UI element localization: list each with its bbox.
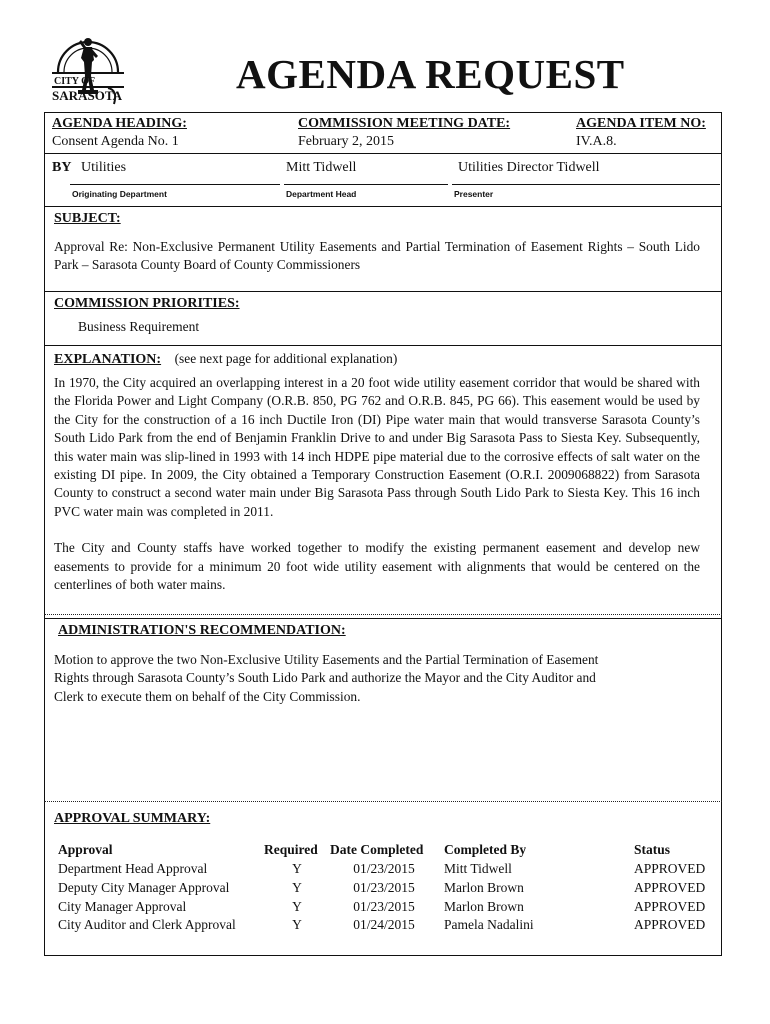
subject-label: SUBJECT: <box>54 211 121 226</box>
explanation-paragraph-2: The City and County staffs have worked together to modify the existing permanent easement and develop new easements to provide for a minimum 20 foot wide utility easement with alignments that would be centered on the centerlines of both water mains. <box>54 540 700 593</box>
approval-date: 01/23/2015 <box>353 861 415 877</box>
page-title: AGENDA REQUEST <box>236 51 625 97</box>
recommendation-text: Motion to approve the two Non-Exclusive Utility Easements and the Partial Termination of Easement Rights through Sarasota County’s South Lido Park and authorize the Mayor and the City Auditor and Clerk to execute them on behalf of the City Commission. <box>54 652 599 704</box>
approval-header-row <box>58 840 714 860</box>
approval-required: Y <box>292 917 302 933</box>
divider <box>44 618 722 619</box>
david-statue-seal-icon <box>48 28 128 106</box>
approval-completed-by: Marlon Brown <box>444 880 524 896</box>
column-header-completed-by: Completed By <box>444 842 527 857</box>
department-signature-line <box>70 184 280 185</box>
approval-table <box>58 840 714 935</box>
approval-name: Department Head Approval <box>58 861 208 877</box>
divider <box>44 801 722 802</box>
explanation-body <box>54 374 700 594</box>
approval-required: Y <box>292 861 302 877</box>
explanation-label: EXPLANATION: <box>54 352 162 367</box>
logo-line1: CITY OF <box>54 76 96 87</box>
approval-completed-by: Pamela Nadalini <box>444 917 534 933</box>
caption-department-head: Department Head <box>286 189 357 199</box>
department-head-value: Mitt Tidwell <box>286 160 357 175</box>
meeting-date-value: February 2, 2015 <box>298 134 395 149</box>
divider <box>44 614 722 615</box>
explanation-header <box>54 351 397 368</box>
presenter-signature-line <box>452 184 720 185</box>
originating-department-value: Utilities <box>80 160 127 175</box>
approval-summary-label: APPROVAL SUMMARY: <box>54 811 211 826</box>
table-row <box>58 879 714 898</box>
city-of-sarasota-logo <box>48 28 128 106</box>
approval-completed-by: Marlon Brown <box>444 898 524 914</box>
caption-presenter: Presenter <box>454 189 494 199</box>
by-label: BY <box>52 160 72 175</box>
table-row <box>58 897 714 916</box>
logo-line2: SARASOTA <box>52 89 122 103</box>
column-header-date-completed: Date Completed <box>330 842 424 857</box>
approval-required: Y <box>292 898 302 914</box>
explanation-note: (see next page for additional explanation) <box>174 351 398 366</box>
approval-date: 01/23/2015 <box>353 880 415 896</box>
approval-date: 01/23/2015 <box>353 898 415 914</box>
table-row <box>58 860 714 879</box>
agenda-heading-value: Consent Agenda No. 1 <box>52 134 179 149</box>
approval-completed-by: Mitt Tidwell <box>444 861 512 877</box>
explanation-paragraph-1: In 1970, the City acquired an overlapping interest in a 20 foot wide utility easement corridor that would be shared with the Florida Power and Light Company (O.R.B. 850, PG 762 and O.R.B. 845, PG 66). This easement would be used by the City for the construction of a 16 inch Ductile Iron (DI) Pipe water main that would transverse Sarasota County’s South Lido Park from the end of Benjamin Franklin Drive to and under Big Sarasota Pass to Siesta Key. Subsequently, this water main was slip-lined in 1993 with 14 inch HDPE pipe material due to the corrosive effects of salt water on the existing DI pipe. In 2009, the City obtained a Temporary Construction Easement (O.R.I. 2009068822) from Sarasota County to construct a second water main under Big Sarasota Pass through South Lido Park to Siesta Key. This 16 inch PVC water main was completed in 2011. <box>54 375 700 519</box>
subject-text: Approval Re: Non-Exclusive Permanent Utility Easements and Partial Termination of Easement Rights – South Lido Park – Sarasota County Board of County Commissioners <box>54 239 700 273</box>
approval-name: City Manager Approval <box>58 898 187 914</box>
by-row <box>52 160 126 176</box>
meeting-date-label: COMMISSION MEETING DATE: <box>298 116 511 131</box>
presenter-value: Utilities Director Tidwell <box>458 160 600 175</box>
approval-name: City Auditor and Clerk Approval <box>58 917 236 933</box>
commission-priorities-label: COMMISSION PRIORITIES: <box>54 296 240 311</box>
column-header-required: Required <box>264 842 318 857</box>
head-signature-line <box>284 184 448 185</box>
column-header-approval: Approval <box>58 842 113 857</box>
agenda-item-no-label: AGENDA ITEM NO: <box>576 116 706 131</box>
approval-date: 01/24/2015 <box>353 917 415 933</box>
approval-name: Deputy City Manager Approval <box>58 880 230 896</box>
approval-status: APPROVED <box>634 917 706 933</box>
approval-required: Y <box>292 880 302 896</box>
table-row <box>58 916 714 935</box>
commission-priorities-text: Business Requirement <box>78 319 200 334</box>
column-header-status: Status <box>634 842 671 857</box>
approval-status: APPROVED <box>634 861 706 877</box>
recommendation-label: ADMINISTRATION'S RECOMMENDATION: <box>58 623 346 638</box>
agenda-item-no-value: IV.A.8. <box>576 134 617 149</box>
divider <box>44 291 722 292</box>
divider <box>44 345 722 346</box>
caption-originating-department: Originating Department <box>72 189 167 199</box>
agenda-heading-label: AGENDA HEADING: <box>52 116 187 131</box>
divider <box>44 153 722 154</box>
divider <box>44 206 722 207</box>
approval-status: APPROVED <box>634 898 706 914</box>
approval-status: APPROVED <box>634 880 706 896</box>
